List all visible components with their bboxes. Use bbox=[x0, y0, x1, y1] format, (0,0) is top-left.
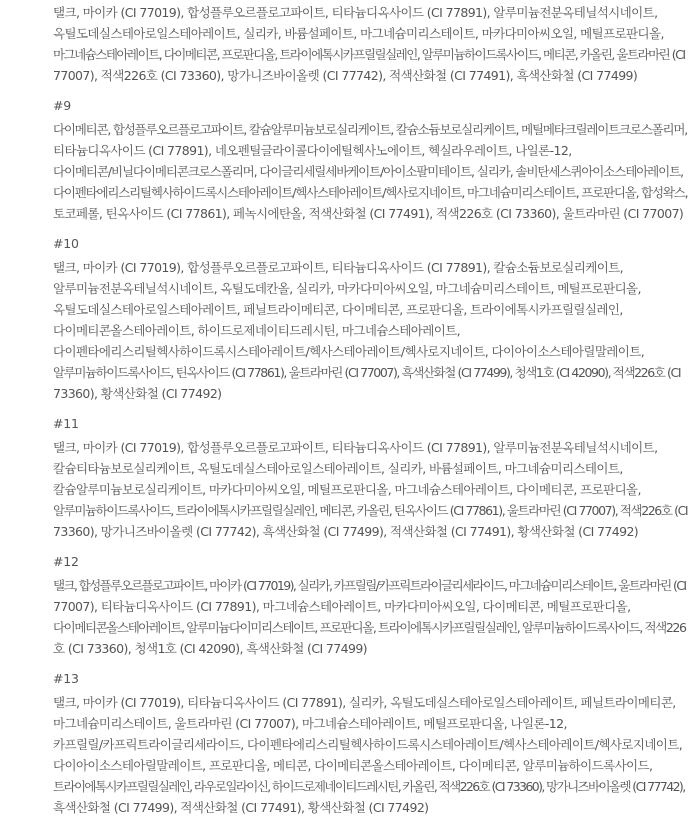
ingredient-line: 티타늄디옥사이드 (CI 77891), 네오펜틸글라이콜다이에틸헥사노에이트, 헥실라우레이트, 나일론-12, bbox=[53, 143, 572, 158]
ingredient-line: 73360), 황색산화철 (CI 77492) bbox=[53, 386, 222, 401]
section-label: #12 bbox=[53, 554, 79, 569]
ingredient-line: 토코페롤, 틴옥사이드 (CI 77861), 페녹시에탄올, 적색산화철 (CI 77491), 적색226호 (CI 73360), 울트라마린 (CI 77007) bbox=[53, 206, 684, 221]
ingredient-line: 77007), 적색226호 (CI 73360), 망가니즈바이올렛 (CI 77742), 적색산화철 (CI 77491), 흑색산화철 (CI 77499) bbox=[53, 68, 638, 83]
ingredient-line: 칼슘티타늄보로실리케이트, 옥틸도데실스테아로일스테아레이트, 실리카, 바륨설페이트, 마그네슘미리스테이트, bbox=[53, 461, 623, 476]
ingredient-line: 알루미늄하이드록사이드, 트라이에톡시카프릴릴실레인, 메티콘, 카올린, 틴옥사이드 (CI 77861), 울트라마린 (CI 77007), 적색226호 (CI bbox=[53, 503, 688, 518]
ingredient-paragraph bbox=[53, 692, 688, 818]
ingredient-line: 탤크, 마이카 (CI 77019), 티타늄디옥사이드 (CI 77891), 실리카, 옥틸도데실스테아로일스테아레이트, 페닐트라이메티콘, bbox=[53, 695, 676, 710]
section-12 bbox=[53, 551, 688, 659]
ingredient-line: 알루미늄전분옥테닐석시네이트, 옥틸도데칸올, 실리카, 마카다미아씨오일, 마그네슘미리스테이트, 메틸프로판디올, bbox=[53, 281, 641, 296]
ingredient-paragraph bbox=[53, 2, 688, 86]
ingredient-paragraph bbox=[53, 575, 688, 659]
section-10 bbox=[53, 233, 688, 404]
ingredient-line: 마그네슘스테아레이트, 다이메티콘, 프로판디올, 트라이에톡시카프릴릴실레인, 알루미늄하이드록사이드, 메티콘, 카올린, 울트라마린 (CI bbox=[53, 47, 685, 62]
section-13 bbox=[53, 668, 688, 818]
ingredient-line: 다이메티콘/비닐다이메티콘크로스폴리머, 다이글리세릴세바케이트/아이소팔미테이트, 실리카, 솔비탄세스퀴아이소스테아레이트, bbox=[53, 164, 683, 179]
ingredient-line: 다이펜타에리스리틸헥사하이드록시스테아레이트/헥사스테아레이트/헥사로지네이트, 다이아이소스테아릴말레이트, bbox=[53, 344, 645, 359]
section-label: #9 bbox=[53, 98, 72, 113]
ingredient-line: 칼슘알루미늄보로실리케이트, 마카다미아씨오일, 메틸프로판디올, 마그네슘스테아레이트, 다이메티콘, 프로판디올, bbox=[53, 482, 641, 497]
section-11 bbox=[53, 413, 688, 542]
ingredient-line: 73360), 망가니즈바이올렛 (CI 77742), 흑색산화철 (CI 77499), 적색산화철 (CI 77491), 황색산화철 (CI 77492) bbox=[53, 524, 639, 539]
ingredient-line: 카프릴릴/카프릭트라이글리세라이드, 다이펜타에리스리틸헥사하이드록시스테아레이트/헥사스테아레이트/헥사로지네이트, bbox=[53, 737, 683, 752]
ingredient-paragraph bbox=[53, 257, 688, 404]
ingredient-line: 탤크, 마이카 (CI 77019), 합성플루오르플로고파이트, 티타늄디옥사이드 (CI 77891), 칼슘소듐보로실리케이트, bbox=[53, 260, 624, 275]
ingredient-line: 다이펜타에리스리틸헥사하이드록시스테아레이트/헥사스테아레이트/헥사로지네이트, 마그네슘미리스테이트, 프로판디올, 합성왁스, bbox=[53, 185, 688, 200]
intro-ingredients bbox=[53, 2, 688, 86]
ingredient-line: 트라이에톡시카프릴릴실레인, 라우로일라이신, 하이드로제네이티드레시틴, 카올린, 적색226호 (CI 73360), 망가니즈바이올렛 (CI 77742), bbox=[53, 779, 685, 794]
ingredient-paragraph bbox=[53, 119, 688, 224]
section-label: #13 bbox=[53, 671, 79, 686]
section-9 bbox=[53, 95, 688, 224]
section-label: #10 bbox=[53, 236, 79, 251]
ingredient-paragraph bbox=[53, 437, 688, 542]
ingredient-line: 다이메티콘올스테아레이트, 알루미늄다이미리스테이트, 프로판디올, 트라이에톡시카프릴릴실레인, 알루미늄하이드록사이드, 적색226 bbox=[53, 620, 686, 635]
ingredient-line: 옥틸도데실스테아로일스테아레이트, 실리카, 바륨설페이트, 마그네슘미리스테이트, 마카다미아씨오일, 메틸프로판디올, bbox=[53, 26, 664, 41]
ingredient-line: 알루미늄하이드록사이드, 틴옥사이드 (CI 77861), 울트라마린 (CI 77007), 흑색산화철 (CI 77499), 청색1호 (CI 42090), 적색226호 (CI bbox=[53, 365, 681, 380]
ingredient-line: 호 (CI 73360), 청색1호 (CI 42090), 흑색산화철 (CI 77499) bbox=[53, 641, 367, 656]
ingredient-line: 탤크, 마이카 (CI 77019), 합성플루오르플로고파이트, 티타늄디옥사이드 (CI 77891), 알루미늄전분옥테닐석시네이트, bbox=[53, 440, 658, 455]
ingredient-line: 마그네슘미리스테이트, 울트라마린 (CI 77007), 마그네슘스테아레이트, 메틸프로판디올, 나일론-12, bbox=[53, 716, 567, 731]
ingredient-line: 다이아이소스테아릴말레이트, 프로판디올, 메티콘, 다이메티콘올스테아레이트, 다이메티콘, 알루미늄하이드록사이드, bbox=[53, 758, 653, 773]
ingredient-line: 옥틸도데실스테아로일스테아레이트, 페닐트라이메티콘, 다이메티콘, 프로판디올, 트라이에톡시카프릴릴실레인, bbox=[53, 302, 623, 317]
ingredient-line: 다이메티콘올스테아레이트, 하이드로제네이티드레시틴, 마그네슘스테아레이트, bbox=[53, 323, 461, 338]
ingredient-line: 탤크, 합성플루오르플로고파이트, 마이카 (CI 77019), 실리카, 카프릴릴/카프릭트라이글리세라이드, 마그네슘미리스테이트, 울트라마린 (CI bbox=[53, 578, 686, 593]
ingredient-line: 흑색산화철 (CI 77499), 적색산화철 (CI 77491), 황색산화철 (CI 77492) bbox=[53, 800, 429, 815]
ingredient-line: 탤크, 마이카 (CI 77019), 합성플루오르플로고파이트, 티타늄디옥사이드 (CI 77891), 알루미늄전분옥테닐석시네이트, bbox=[53, 5, 658, 20]
section-label: #11 bbox=[53, 416, 79, 431]
ingredient-line: 다이메티콘, 합성플루오르플로고파이트, 칼슘알루미늄보로실리케이트, 칼슘소듐보로실리케이트, 메틸메타크릴레이트크로스폴리머, bbox=[53, 122, 687, 137]
ingredient-line: 77007), 티타늄디옥사이드 (CI 77891), 마그네슘스테아레이트, 마카다미아씨오일, 다이메티콘, 메틸프로판디올, bbox=[53, 599, 631, 614]
